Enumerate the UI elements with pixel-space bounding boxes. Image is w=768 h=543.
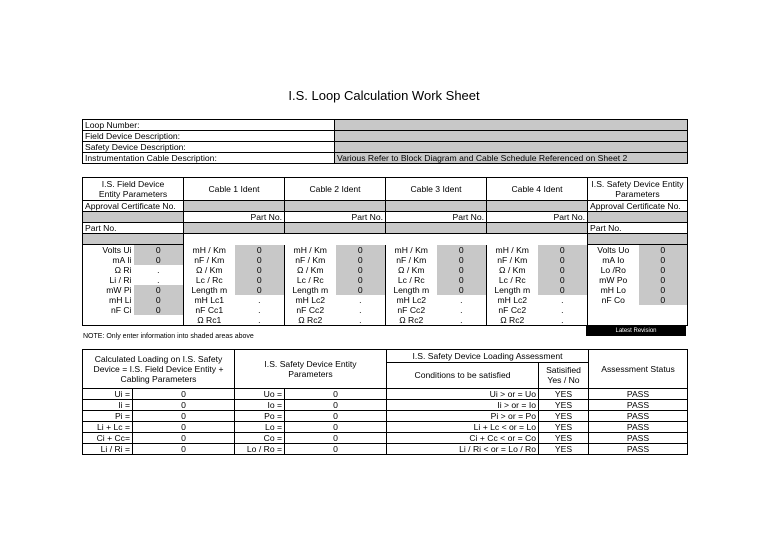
cable-desc-label: Instrumentation Cable Description: (83, 153, 335, 164)
assessment-row (83, 433, 688, 444)
calc-label: Li + Lc = (83, 422, 133, 433)
cable1-param-value[interactable]: 0 (235, 285, 285, 295)
field-param-label: mW Pi (83, 285, 134, 295)
cable3-param-value[interactable]: 0 (437, 255, 487, 265)
cable1-param-label: Lc / Rc (184, 275, 235, 285)
calc-label: Ui = (83, 389, 133, 400)
cable4-param-value[interactable]: 0 (538, 275, 588, 285)
cable3-ident-field[interactable] (386, 201, 487, 212)
condition-text: Pi > or = Po (387, 411, 539, 422)
satisfied-value: YES (539, 422, 589, 433)
safety-param-value[interactable]: 0 (639, 295, 688, 305)
loop-number-label: Loop Number: (83, 120, 335, 131)
cable4-param-value[interactable]: 0 (538, 245, 588, 256)
safety-param-label: mW Po (588, 275, 639, 285)
field-device-label: Field Device Description: (83, 131, 335, 142)
safety-param-value[interactable]: 0 (639, 265, 688, 275)
cable4-param-value[interactable]: 0 (538, 265, 588, 275)
satisfied-value: YES (539, 433, 589, 444)
assessment-row (83, 400, 688, 411)
entity-table (82, 177, 688, 326)
safety-param-label: mH Lo (588, 285, 639, 295)
safety-value: 0 (285, 389, 387, 400)
cable1-header: Cable 1 Ident (184, 178, 285, 201)
field-param-label: mA Ii (83, 255, 134, 265)
safety-param-label: nF Co (588, 295, 639, 305)
cable1-param-label: Ω / Km (184, 265, 235, 275)
calc-value: 0 (133, 400, 235, 411)
field-param-label: nF Ci (83, 305, 134, 315)
status-value: PASS (589, 411, 688, 422)
cable3-param-value[interactable]: 0 (437, 275, 487, 285)
assessment-row (83, 444, 688, 455)
safety-value: 0 (285, 422, 387, 433)
cable2-param-value: . (336, 295, 386, 305)
assessment-table (82, 349, 688, 455)
calc-value: 0 (133, 411, 235, 422)
cable2-param-value: . (336, 315, 386, 326)
status-value: PASS (589, 444, 688, 455)
field-param-value[interactable]: 0 (134, 305, 184, 315)
cable1-ident-field[interactable] (184, 201, 285, 212)
approval-safety-field[interactable] (588, 212, 688, 223)
param-row (83, 265, 688, 275)
cable1-param-label: Ω Rc1 (184, 315, 235, 326)
cable2-param-value[interactable]: 0 (336, 245, 386, 256)
cable3-param-label: Ω Rc2 (386, 315, 437, 326)
cable2-header: Cable 2 Ident (285, 178, 386, 201)
cable4-param-label: nF Cc2 (487, 305, 538, 315)
cable1-param-label: nF / Km (184, 255, 235, 265)
condition-text: Ui > or = Uo (387, 389, 539, 400)
field-partno-field[interactable] (83, 234, 184, 245)
cable4-param-value: . (538, 315, 588, 326)
cable1-param-value[interactable]: 0 (235, 275, 285, 285)
loop-number-field[interactable] (335, 120, 688, 131)
cable4-partno-field[interactable] (487, 223, 588, 234)
field-param-value[interactable]: 0 (134, 245, 184, 256)
cable1-param-value[interactable]: 0 (235, 245, 285, 256)
safety-value: 0 (285, 444, 387, 455)
cable1-partno-field[interactable] (184, 223, 285, 234)
cable3-param-value: . (437, 315, 487, 326)
safety-param-value[interactable]: 0 (639, 245, 688, 256)
safety-label: Lo = (235, 422, 285, 433)
cable3-param-label: nF Cc2 (386, 305, 437, 315)
safety-entity-header: I.S. Safety Device Entity Parameters (235, 350, 387, 389)
condition-text: Ii > or = Io (387, 400, 539, 411)
status-value: PASS (589, 400, 688, 411)
cable2-param-value[interactable]: 0 (336, 275, 386, 285)
conditions-header: Conditions to be satisfied (387, 362, 539, 388)
safety-label: Co = (235, 433, 285, 444)
safety-device-field[interactable] (335, 142, 688, 153)
cable2-param-label: Ω / Km (285, 265, 336, 275)
cable2-param-label: Length m (285, 285, 336, 295)
safety-partno-label: Part No. (588, 223, 688, 234)
satisfied-value: YES (539, 389, 589, 400)
cable2-param-label: nF / Km (285, 255, 336, 265)
field-param-label: Volts Ui (83, 245, 134, 256)
calc-value: 0 (133, 433, 235, 444)
safety-param-value[interactable]: 0 (639, 275, 688, 285)
calc-label: Pi = (83, 411, 133, 422)
safety-device-label: Safety Device Description: (83, 142, 335, 153)
field-param-value[interactable]: 0 (134, 255, 184, 265)
safety-param-label: Lo /Ro (588, 265, 639, 275)
note-text: NOTE: Only enter information into shaded areas above (83, 333, 254, 340)
safety-label: Po = (235, 411, 285, 422)
param-row (83, 285, 688, 295)
calc-label: Ci + Cc= (83, 433, 133, 444)
approval-label-safety: Approval Certificate No. (588, 201, 688, 212)
calc-value: 0 (133, 422, 235, 433)
cable1-param-label: nF Cc1 (184, 305, 235, 315)
cable1-param-value[interactable]: 0 (235, 265, 285, 275)
assessment-row (83, 411, 688, 422)
cable4-param-value: . (538, 305, 588, 315)
latest-revision-label: Latest Revision (586, 326, 686, 336)
field-param-label: mH Li (83, 295, 134, 305)
safety-value: 0 (285, 400, 387, 411)
cable2-param-label: mH Lc2 (285, 295, 336, 305)
cable4-param-value[interactable]: 0 (538, 255, 588, 265)
cable1-param-label: Length m (184, 285, 235, 295)
assessment-status-header: Assessment Status (589, 350, 688, 389)
cable4-param-label: Length m (487, 285, 538, 295)
cable2-param-label: Ω Rc2 (285, 315, 336, 326)
approval-label-field: Approval Certificate No. (83, 201, 184, 212)
cable3-param-label: Lc / Rc (386, 275, 437, 285)
cable4-param-label: mH / Km (487, 245, 538, 256)
cable3-param-label: mH Lc2 (386, 295, 437, 305)
cable1-param-value[interactable]: 0 (235, 255, 285, 265)
safety-label: Uo = (235, 389, 285, 400)
cable1-partno-label: Part No. (184, 212, 285, 223)
cable2-param-value[interactable]: 0 (336, 285, 386, 295)
cable2-param-label: Lc / Rc (285, 275, 336, 285)
cable2-param-label: nF Cc2 (285, 305, 336, 315)
cable2-param-value[interactable]: 0 (336, 255, 386, 265)
safety-param-value[interactable]: 0 (639, 255, 688, 265)
safety-partno-field[interactable] (588, 234, 688, 245)
satisfied-value: YES (539, 444, 589, 455)
status-value: PASS (589, 389, 688, 400)
field-device-header: I.S. Field Device Entity Parameters (83, 178, 184, 201)
cable4-param-label: Lc / Rc (487, 275, 538, 285)
page-title: I.S. Loop Calculation Work Sheet (288, 88, 480, 103)
cable3-param-value[interactable]: 0 (437, 245, 487, 256)
cable2-param-value: . (336, 305, 386, 315)
cable1-param-value: . (235, 305, 285, 315)
cable3-param-value[interactable]: 0 (437, 265, 487, 275)
assessment-header: I.S. Safety Device Loading Assessment (387, 350, 589, 363)
cable4-param-label: mH Lc2 (487, 295, 538, 305)
safety-label: Io = (235, 400, 285, 411)
cable3-param-value[interactable]: 0 (437, 285, 487, 295)
satisfied-value: YES (539, 411, 589, 422)
cable1-param-label: mH Lc1 (184, 295, 235, 305)
satisfied-value: YES (539, 400, 589, 411)
field-param-label: Ω Ri (83, 265, 134, 275)
param-row (83, 245, 688, 256)
cable2-partno-label: Part No. (285, 212, 386, 223)
header-table (82, 119, 688, 164)
status-value: PASS (589, 433, 688, 444)
field-param-value[interactable]: 0 (134, 295, 184, 305)
cable4-param-value: . (538, 295, 588, 305)
cable4-param-label: Ω / Km (487, 265, 538, 275)
field-param-value[interactable]: . (134, 265, 184, 275)
cable3-param-label: Ω / Km (386, 265, 437, 275)
calc-label: Li / Ri = (83, 444, 133, 455)
param-row (83, 275, 688, 285)
cable3-param-value: . (437, 305, 487, 315)
field-param-value[interactable]: . (134, 275, 184, 285)
status-value: PASS (589, 422, 688, 433)
cable3-header: Cable 3 Ident (386, 178, 487, 201)
safety-label: Lo / Ro = (235, 444, 285, 455)
assessment-row (83, 422, 688, 433)
field-param-value[interactable]: 0 (134, 285, 184, 295)
approval-field[interactable] (83, 212, 184, 223)
calc-value: 0 (133, 389, 235, 400)
cable3-param-label: Length m (386, 285, 437, 295)
field-param-label: Li / Ri (83, 275, 134, 285)
calc-label: Ii = (83, 400, 133, 411)
cable1-param-value: . (235, 315, 285, 326)
cable4-param-label: Ω Rc2 (487, 315, 538, 326)
safety-value: 0 (285, 433, 387, 444)
safety-device-header: I.S. Safety Device Entity Parameters (588, 178, 688, 201)
cable3-param-value: . (437, 295, 487, 305)
calc-value: 0 (133, 444, 235, 455)
field-partno-label: Part No. (83, 223, 184, 234)
cable4-param-label: nF / Km (487, 255, 538, 265)
safety-param-label: Volts Uo (588, 245, 639, 256)
cable3-partno-label: Part No. (386, 212, 487, 223)
param-row (83, 315, 688, 326)
safety-param-value[interactable]: 0 (639, 285, 688, 295)
calc-loading-header: Calculated Loading on I.S. Safety Device = I.S. Field Device Entity + Cabling Parameters (83, 350, 235, 389)
cable3-partno-field[interactable] (386, 223, 487, 234)
cable4-partno-label: Part No. (487, 212, 588, 223)
assessment-row (83, 389, 688, 400)
cable2-param-label: mH / Km (285, 245, 336, 256)
field-device-field[interactable] (335, 131, 688, 142)
cable2-param-value[interactable]: 0 (336, 265, 386, 275)
satisfied-header: Satisified Yes / No (539, 362, 589, 388)
safety-value: 0 (285, 411, 387, 422)
param-row (83, 305, 688, 315)
condition-text: Ci + Cc < or = Co (387, 433, 539, 444)
cable3-param-label: nF / Km (386, 255, 437, 265)
cable1-param-label: mH / Km (184, 245, 235, 256)
cable-desc-field[interactable]: Various Refer to Block Diagram and Cable Schedule Referenced on Sheet 2 (335, 153, 688, 164)
condition-text: Li / Ri < or = Lo / Ro (387, 444, 539, 455)
param-row (83, 255, 688, 265)
cable4-ident-field[interactable] (487, 201, 588, 212)
cable4-header: Cable 4 Ident (487, 178, 588, 201)
safety-param-label: mA Io (588, 255, 639, 265)
cable4-param-value[interactable]: 0 (538, 285, 588, 295)
condition-text: Li + Lc < or = Lo (387, 422, 539, 433)
param-row (83, 295, 688, 305)
cable2-partno-field[interactable] (285, 223, 386, 234)
cable2-ident-field[interactable] (285, 201, 386, 212)
cable3-param-label: mH / Km (386, 245, 437, 256)
cable1-param-value: . (235, 295, 285, 305)
